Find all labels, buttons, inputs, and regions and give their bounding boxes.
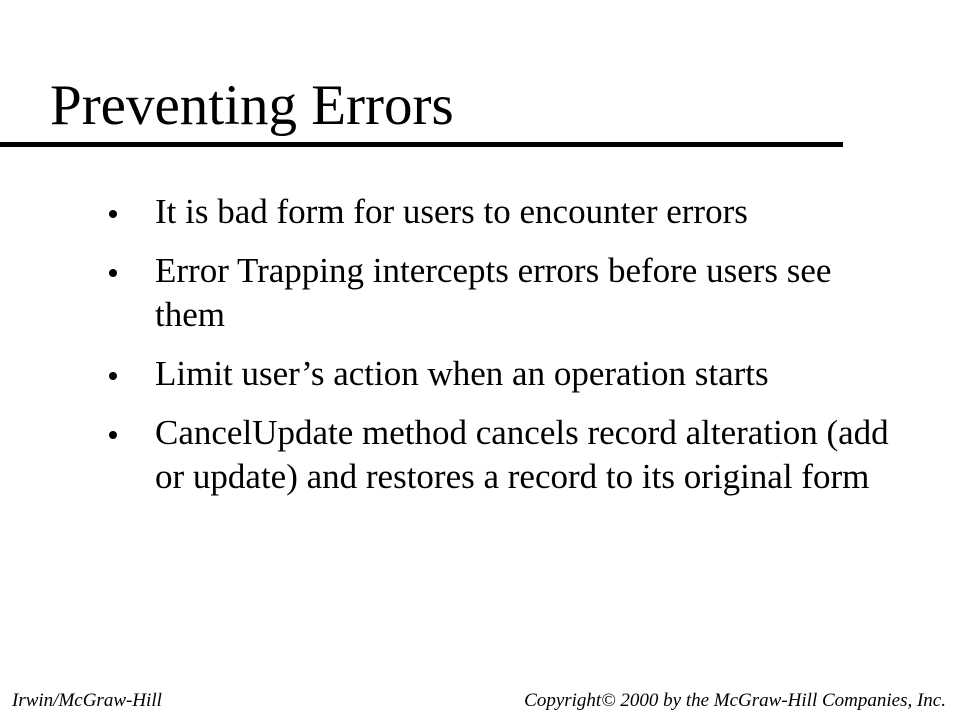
bullet-item: [109, 190, 899, 234]
slide-title: Preventing Errors: [50, 74, 454, 137]
bullet-dot-icon: [109, 431, 117, 439]
bullet-item: [109, 411, 899, 499]
bullet-text: Limit user’s action when an operation starts: [155, 354, 769, 393]
bullet-text: CancelUpdate method cancels record alteration (add or update) and restores a record to its original form: [155, 413, 889, 496]
bullet-dot-icon: [109, 372, 117, 380]
bullet-item: [109, 352, 899, 396]
footer-copyright: Copyright© 2000 by the McGraw-Hill Companies, Inc.: [524, 690, 946, 711]
bullet-dot-icon: [109, 269, 117, 277]
bullet-text: Error Trapping intercepts errors before users see them: [155, 251, 832, 334]
footer-publisher: Irwin/McGraw-Hill: [12, 690, 162, 711]
bullet-item: [109, 249, 899, 337]
bullet-list: [109, 190, 899, 514]
bullet-dot-icon: [109, 210, 117, 218]
title-underline: [0, 142, 843, 147]
bullet-text: It is bad form for users to encounter errors: [155, 192, 748, 231]
